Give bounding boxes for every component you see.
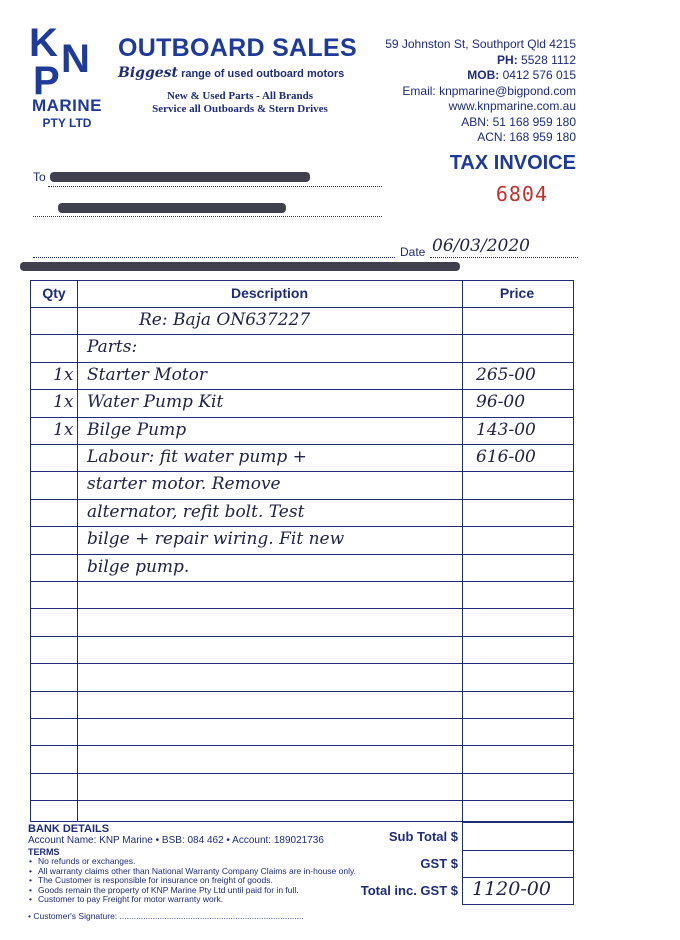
contact-mobile-value: 0412 576 015 (502, 68, 576, 82)
line-items-table (30, 280, 574, 822)
terms-list (28, 857, 388, 905)
brand-sub-biggest: Biggest (118, 65, 178, 81)
row-description: Starter Motor (87, 364, 207, 385)
brand-title: OUTBOARD SALES (118, 34, 357, 62)
row-description: Water Pump Kit (87, 392, 224, 413)
knp-logo-icon (27, 18, 107, 96)
row-price: 96-00 (476, 392, 526, 413)
term-item: • Customer to pay Freight for motor warranty work. (38, 895, 388, 905)
row-divider (31, 745, 573, 746)
row-divider (31, 773, 573, 774)
row-qty: 1x (53, 364, 74, 385)
svg-text:K: K (29, 21, 58, 65)
row-divider (31, 800, 573, 801)
row-divider (31, 691, 573, 692)
contact-email: Email: knpmarine@bigpond.com (402, 83, 576, 98)
total-value: 1120-00 (472, 878, 551, 900)
customer-signature: • Customer's Signature: .............................................................................. (28, 911, 304, 921)
date-value: 06/03/2020 (432, 236, 530, 256)
row-divider (31, 444, 573, 445)
row-divider (31, 307, 573, 308)
contact-phone-value: 5528 1112 (521, 52, 576, 67)
contact-address: 59 Johnston St, Southport Qld 4215 (385, 37, 576, 51)
row-divider (31, 526, 573, 527)
to-label: To (33, 170, 46, 184)
contact-mobile (385, 68, 576, 84)
to-line-1 (48, 186, 382, 187)
row-description: starter motor. Remove (87, 474, 281, 495)
row-divider (31, 389, 573, 390)
header-price: Price (499, 285, 535, 301)
row-divider (31, 417, 573, 418)
to-line-3 (33, 257, 395, 258)
svg-text:P: P (33, 59, 60, 96)
row-description: bilge pump. (87, 556, 190, 577)
subtotal-label: Sub Total $ (388, 829, 458, 844)
term-item: • All warranty claims other than National Warranty Company Claims are in-house only. (38, 867, 388, 877)
contact-abn: ABN: 51 168 959 180 (461, 114, 576, 129)
tax-invoice-title: TAX INVOICE (449, 152, 576, 174)
contact-acn: ACN: 168 959 180 (477, 130, 576, 144)
contact-website: www.knpmarine.com.au (448, 99, 576, 113)
logo-pty-text: PTY LTD (42, 116, 92, 130)
row-divider (31, 608, 573, 609)
row-qty: 1x (53, 419, 74, 440)
contact-mobile-label: MOB: (467, 68, 500, 82)
row-divider (31, 718, 573, 719)
signature-label: Customer's Signature: (33, 911, 118, 921)
svg-text:N: N (61, 37, 90, 81)
term-item: • No refunds or exchanges. (38, 857, 388, 867)
row-description: Labour: fit water pump + (87, 447, 307, 467)
logo-marine-text: MARINE (31, 96, 103, 115)
row-divider (31, 499, 573, 500)
row-divider (31, 554, 573, 555)
contact-block (385, 37, 576, 146)
row-description: alternator, refit bolt. Test (87, 501, 305, 522)
bank-heading: BANK DETAILS (28, 823, 110, 835)
row-description: bilge + repair wiring. Fit new (87, 529, 345, 550)
brand-line-1: New & Used Parts - All Brands (166, 90, 314, 102)
row-qty: 1x (53, 392, 74, 413)
brand-block (118, 34, 358, 81)
row-divider (31, 471, 573, 472)
term-item: • Goods remain the property of KNP Marine Pty Ltd until paid for in full. (38, 886, 388, 896)
header-description: Description (230, 285, 308, 301)
brand-subtitle (118, 65, 358, 81)
bank-account: Account Name: KNP Marine • BSB: 084 462 • Account: 189021736 (28, 835, 324, 846)
row-price: 265-00 (476, 364, 536, 385)
redacted-email (20, 262, 460, 271)
row-divider (31, 663, 573, 664)
date-label: Date (400, 245, 426, 259)
date-line (430, 257, 578, 258)
row-divider (31, 334, 573, 335)
company-logo (27, 18, 107, 130)
terms-heading: TERMS (28, 847, 60, 857)
contact-phone-label: PH: (497, 52, 518, 67)
row-description: Parts: (87, 337, 138, 358)
row-price: 616-00 (476, 447, 536, 467)
gst-label: GST $ (420, 856, 458, 871)
contact-phone (385, 53, 576, 69)
row-price: 143-00 (476, 419, 536, 440)
row-divider (31, 636, 573, 637)
row-description: Re: Baja ON637227 (139, 310, 311, 330)
redacted-phone (58, 203, 286, 213)
to-line-2 (33, 216, 382, 217)
row-divider (31, 581, 573, 582)
invoice-number: 6804 (495, 182, 548, 206)
bank-terms-block (28, 823, 388, 905)
header-qty: Qty (42, 285, 66, 301)
redacted-name (50, 172, 310, 182)
brand-services (130, 90, 350, 116)
brand-line-2: Service all Outboards & Stern Drives (152, 103, 328, 115)
brand-sub-rest: range of used outboard motors (181, 68, 345, 80)
totals-divider (463, 850, 573, 851)
term-item: • The Customer is responsible for insurance on freight of goods. (38, 876, 388, 886)
total-label: Total inc. GST $ (360, 883, 458, 898)
row-description: Bilge Pump (87, 419, 187, 440)
row-divider (31, 362, 573, 363)
